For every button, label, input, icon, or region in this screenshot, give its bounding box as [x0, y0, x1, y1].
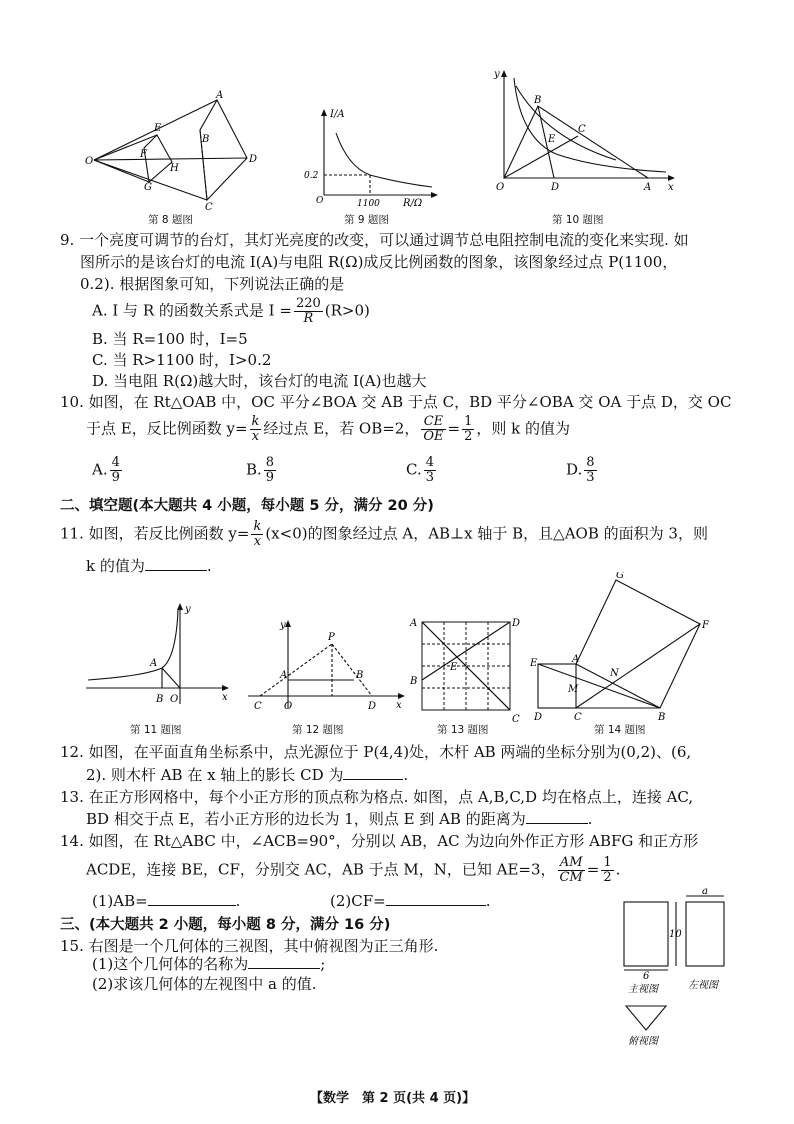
fig13-label-C: C — [512, 714, 520, 724]
fig14-label-M: M — [568, 684, 579, 695]
views-left-label: 左视图 — [688, 980, 718, 991]
figure-10 — [486, 68, 676, 210]
figure-14 — [528, 572, 718, 722]
q10-option-c: C. $\frac{4}{3}$ — [406, 455, 434, 485]
fig13-label-E: E — [450, 662, 458, 673]
q15-line3: (2)求该几何体的左视图中 a 的值. — [92, 975, 317, 993]
fig8-label-E: E — [154, 123, 162, 134]
fig13-label-A: A — [410, 618, 418, 629]
fig8-label-C: C — [205, 202, 213, 210]
fig12-label-P: P — [328, 632, 335, 643]
q11-line2: k 的值为 . — [86, 557, 212, 575]
views-main-label: 主视图 — [628, 984, 658, 995]
q12-line1: 12. 如图，在平面直角坐标系中，点光源位于 P(4,4)处，木杆 AB 两端的坐标分别为(0,2)、(6, — [60, 743, 692, 761]
fig8-label-A: A — [216, 90, 224, 101]
fig14-label-B: B — [658, 712, 666, 722]
fig9-x-label: R/Ω — [403, 198, 423, 209]
fig11-label-y: y — [185, 604, 191, 615]
q10-line2: 于点 E，反比例函数 y= $\frac{k}{x}$ 经过点 E，若 OB=2， $\frac{CE}{OE}$ = $\frac{1}{2}$ ，则 k 的值为 — [86, 414, 570, 444]
q14-sub2-blank[interactable] — [386, 891, 486, 906]
q9-line3: 0.2). 根据图象可知，下列说法正确的是 — [80, 275, 345, 293]
fig9-y-label: I/A — [330, 109, 345, 120]
fig14-label-D: D — [534, 712, 543, 722]
fig8-label-F: F — [140, 149, 147, 160]
fig9-tick-x: 1100 — [357, 199, 380, 209]
fig11-label-O: O — [170, 694, 179, 705]
fig10-caption: 第 10 题图 — [552, 214, 604, 226]
q10-option-b: B. $\frac{8}{9}$ — [246, 455, 275, 485]
q11-line1: 11. 如图，若反比例函数 y= $\frac{k}{x}$ (x<0)的图象经过点 A，AB⊥x 轴于 B，且△AOB 的面积为 3，则 — [60, 519, 708, 549]
q9-option-a: A. I 与 R 的函数关系式是 I = $\frac{220}{R}$ (R>0) — [92, 296, 370, 326]
views-dim-a: a — [702, 886, 708, 897]
fig13-label-B: B — [410, 676, 418, 687]
fig12-label-O: O — [284, 701, 293, 712]
q10-option-a: A. $\frac{4}{9}$ — [92, 455, 120, 485]
fig10-label-D: D — [551, 182, 560, 193]
q11-answer-blank[interactable] — [145, 556, 207, 571]
q12-line2: 2). 则木杆 AB 在 x 轴上的影长 CD 为 . — [86, 766, 409, 784]
fig8-label-B: B — [202, 134, 210, 145]
q13-line2: BD 相交于点 E，若小正方形的边长为 1，则点 E 到 AB 的距离为 . — [86, 810, 593, 828]
views-dim-6: 6 — [643, 971, 650, 982]
fig14-label-G: G — [616, 572, 624, 581]
q14-sub1: (1)AB= . — [92, 892, 241, 910]
fig12-label-C: C — [254, 701, 262, 712]
figure-11 — [84, 600, 234, 710]
section-3-heading: 三、(本大题共 2 小题，每小题 8 分，满分 16 分) — [60, 917, 391, 933]
figure-three-views — [610, 884, 740, 1052]
fig13-label-D: D — [512, 618, 521, 629]
q9-option-d: D. 当电阻 R(Ω)越大时，该台灯的电流 I(A)也越大 — [92, 372, 427, 390]
fig8-label-D: D — [249, 154, 258, 165]
fig12-label-D: D — [368, 701, 377, 712]
views-dim-10: 10 — [669, 929, 682, 940]
fig12-label-y: y — [280, 620, 286, 631]
q10-option-d: D. $\frac{8}{3}$ — [566, 455, 595, 485]
figure-8 — [82, 90, 272, 210]
fig8-label-G: G — [144, 182, 152, 193]
figure-13 — [406, 612, 524, 724]
figure-12 — [246, 616, 406, 712]
q14-sub2: (2)CF= . — [330, 892, 491, 910]
fig12-label-A: A — [280, 670, 288, 681]
page-footer: 【数学 第 2 页(共 4 页)】 — [310, 1091, 476, 1106]
fig12-caption: 第 12 题图 — [292, 724, 344, 736]
fig11-caption: 第 11 题图 — [130, 724, 182, 736]
fig14-label-N: N — [610, 668, 619, 679]
q9-line2: 图所示的是该台灯的电流 I(A)与电阻 R(Ω)成反比例函数的图象，该图象经过点 P(1100， — [80, 253, 678, 271]
fig14-label-E: E — [530, 658, 538, 669]
fig10-label-C: C — [578, 124, 586, 135]
fig10-label-A: A — [644, 182, 652, 193]
q13-line1: 13. 在正方形网格中，每个小正方形的顶点称为格点. 如图，点 A,B,C,D 均在格点上，连接 AC, — [60, 788, 694, 806]
fig9-caption: 第 9 题图 — [344, 214, 389, 226]
fig10-label-E: E — [548, 134, 556, 145]
fig10-label-B: B — [534, 95, 542, 106]
q15-line1: 15. 右图是一个几何体的三视图，其中俯视图为正三角形. — [60, 937, 439, 955]
views-top-label: 俯视图 — [628, 1036, 658, 1047]
fig10-label-O: O — [496, 182, 505, 193]
q10-line1: 10. 如图，在 Rt△OAB 中，OC 平分∠BOA 交 AB 于点 C，BD 平分∠OBA 交 OA 于点 D，交 OC — [60, 393, 732, 411]
q15-line2: (1)这个几何体的名称为 ; — [92, 955, 326, 973]
fig13-caption: 第 13 题图 — [437, 724, 489, 736]
fig9-tick-y: 0.2 — [304, 171, 319, 181]
fig8-label-H: H — [170, 163, 179, 174]
figure-9 — [300, 105, 440, 210]
q14-line1: 14. 如图，在 Rt△ABC 中，∠ACB=90°，分别以 AB，AC 为边向外作正方形 ABFG 和正方形 — [60, 832, 699, 850]
fig12-label-x: x — [396, 700, 402, 711]
fig11-label-B: B — [156, 694, 164, 705]
q9-option-c: C. 当 R>1100 时，I>0.2 — [92, 351, 272, 369]
q14-sub1-blank[interactable] — [148, 891, 236, 906]
fig8-caption: 第 8 题图 — [148, 214, 193, 226]
fig11-label-x: x — [222, 692, 228, 703]
q15-answer-blank[interactable] — [248, 954, 320, 969]
fig9-origin: O — [316, 196, 324, 206]
section-2-heading: 二、填空题(本大题共 4 小题，每小题 5 分，满分 20 分) — [60, 498, 434, 514]
fig14-label-A: A — [572, 654, 580, 665]
q14-line2: ACDE，连接 BE，CF，分别交 AC，AB 于点 M，N，已知 AE=3， $\frac{AM}{CM}$ = $\frac{1}{2}$ . — [86, 855, 621, 885]
fig11-label-A: A — [150, 658, 158, 669]
q12-answer-blank[interactable] — [343, 765, 403, 780]
q9-line1: 9. 一个亮度可调节的台灯，其灯光亮度的改变，可以通过调节总电阻控制电流的变化来实现. 如 — [60, 231, 689, 249]
q9-option-b: B. 当 R=100 时，I=5 — [92, 330, 248, 348]
fig14-caption: 第 14 题图 — [594, 724, 646, 736]
fig14-label-C: C — [574, 712, 582, 722]
fig8-label-O: O — [85, 156, 94, 167]
q13-answer-blank[interactable] — [526, 809, 588, 824]
fig10-label-y: y — [494, 69, 500, 80]
fig10-label-x: x — [668, 182, 674, 193]
fig14-label-F: F — [702, 620, 709, 631]
fig12-label-B: B — [356, 670, 364, 681]
